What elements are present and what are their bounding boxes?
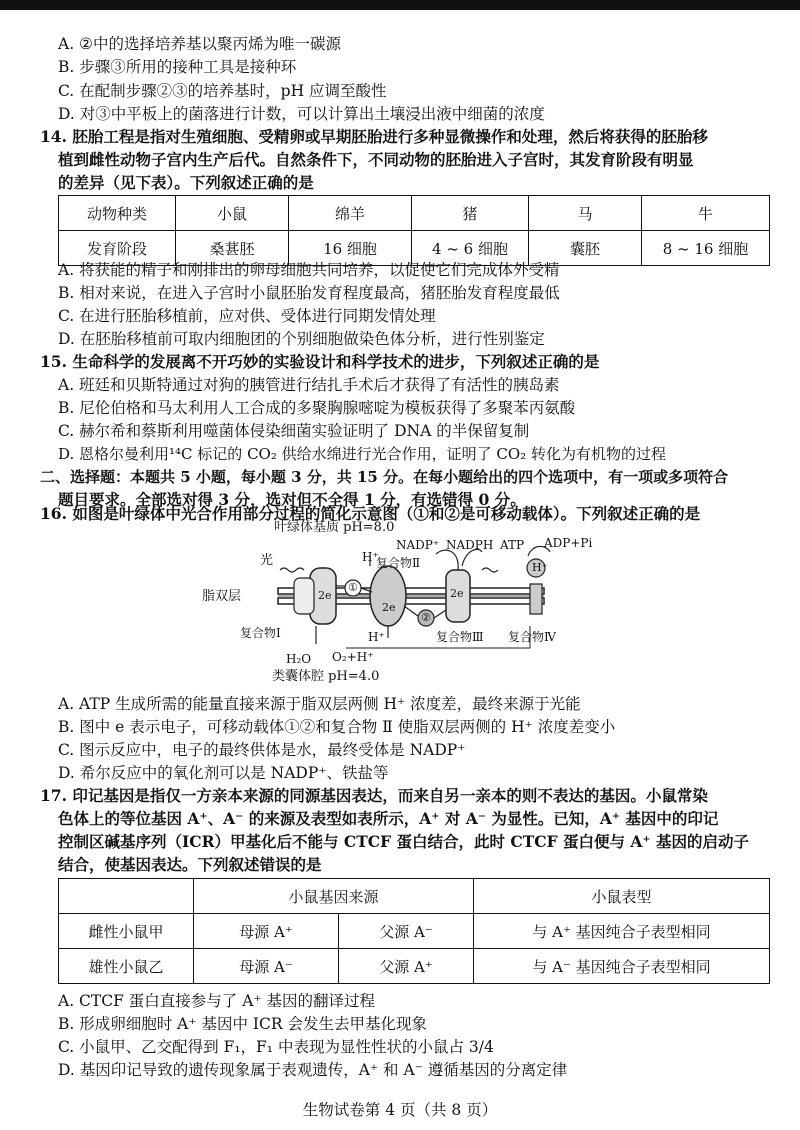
complex-2-shape — [370, 566, 406, 626]
table-cell: 桑葚胚 — [176, 231, 289, 266]
complex-1-label: 复合物Ⅰ — [240, 626, 281, 640]
q17-option-c: C. 小鼠甲、乙交配得到 F₁，F₁ 中表现为显性性状的小鼠占 3/4 — [58, 1038, 494, 1056]
table-row — [59, 879, 770, 914]
complex-4-shape — [530, 584, 542, 614]
table-cell: 马 — [529, 196, 642, 231]
q14-option-b: B. 相对来说，在进入子宫时小鼠胚胎发育程度最高，猪胚胎发育程度最低 — [58, 284, 560, 302]
table-cell: 雌性小鼠甲 — [59, 914, 194, 949]
stroma-ph-label: 叶绿体基质 pH=8.0 — [274, 520, 395, 535]
top-border — [0, 0, 800, 10]
table-cell: 雄性小鼠乙 — [59, 949, 194, 984]
h2o-label: H₂O — [286, 652, 312, 666]
atp-label: ATP — [500, 538, 525, 552]
table-cell: 绵羊 — [289, 196, 412, 231]
q17-stem-line3: 控制区碱基序列（ICR）甲基化后不能与 CTCF 蛋白结合，此时 CTCF 蛋白便与 A⁺ 基因的启动子 — [58, 832, 749, 851]
photosynthesis-diagram — [202, 520, 560, 684]
h-ion-top: H⁺ — [362, 550, 379, 564]
q14-option-a: A. 将获能的精子和刚排出的卵母细胞共同培养，以促使它们完成体外受精 — [58, 261, 560, 279]
table-cell: 4 ~ 6 细胞 — [412, 231, 529, 266]
q16-option-b: B. 图中 e 表示电子，可移动载体①②和复合物 Ⅱ 使脂双层两侧的 H⁺ 浓度差变小 — [58, 718, 616, 736]
q17-stem-line4: 结合，使基因表达。下列叙述错误的是 — [58, 855, 322, 874]
q13-option-b: B. 步骤③所用的接种工具是接种环 — [58, 58, 297, 76]
q15-option-c: C. 赫尔希和蔡斯利用噬菌体侵染细菌实验证明了 DNA 的半保留复制 — [58, 422, 530, 440]
q15-stem: 15. 生命科学的发展离不开巧妙的实验设计和科学技术的进步，下列叙述正确的是 — [40, 352, 600, 371]
q15-option-d: D. 恩格尔曼利用¹⁴C 标记的 CO₂ 供给水绵进行光合作用，证明了 CO₂ 转化为有机物的过程 — [58, 445, 666, 463]
adp-label: ADP+Pi — [544, 536, 593, 550]
complex-2-label: 复合物Ⅱ — [376, 556, 421, 570]
q13-option-d: D. 对③中平板上的菌落进行计数，可以计算出土壤浸出液中细菌的浓度 — [58, 105, 545, 123]
table-cell: 母源 A⁺ — [194, 914, 339, 949]
q16-option-d: D. 希尔反应中的氧化剂可以是 NADP⁺、铁盐等 — [58, 764, 389, 782]
complex-4-label: 复合物Ⅳ — [508, 630, 556, 644]
table-cell — [59, 879, 194, 914]
table-cell: 牛 — [642, 196, 770, 231]
electron-label-1: 2e — [318, 589, 332, 602]
q15-option-a: A. 班廷和贝斯特通过对狗的胰管进行结扎手术后才获得了有活性的胰岛素 — [58, 376, 560, 394]
table-cell: 囊胚 — [529, 231, 642, 266]
q17-option-d: D. 基因印记导致的遗传现象属于表观遗传，A⁺ 和 A⁻ 遵循基因的分离定律 — [58, 1061, 568, 1079]
q16-option-c: C. 图示反应中，电子的最终供体是水，最终受体是 NADP⁺ — [58, 741, 466, 759]
carrier-2-label: ② — [421, 611, 431, 624]
table-cell: 发育阶段 — [59, 231, 176, 266]
q14-stem-line3: 的差异（见下表）。下列叙述正确的是 — [58, 173, 314, 192]
q13-option-a: A. ②中的选择培养基以聚丙烯为唯一碳源 — [58, 35, 341, 53]
complex-3-label: 复合物Ⅲ — [436, 630, 484, 644]
h-ion-atp: H⁺ — [532, 561, 548, 574]
page-footer: 生物试卷第 4 页（共 8 页） — [302, 1101, 498, 1119]
h-ion-lumen: H⁺ — [368, 630, 385, 644]
table-cell: 小鼠 — [176, 196, 289, 231]
q17-option-a: A. CTCF 蛋白直接参与了 A⁺ 基因的翻译过程 — [58, 992, 376, 1010]
table-cell: 与 A⁺ 基因纯合子表型相同 — [474, 914, 770, 949]
q17-stem-line2: 色体上的等位基因 A⁺、A⁻ 的来源及表型如表所示，A⁺ 对 A⁻ 为显性。已知，A⁺ 基因中的印记 — [58, 809, 719, 828]
q17-table — [58, 878, 770, 984]
q14-option-c: C. 在进行胚胎移植前，应对供、受体进行同期发情处理 — [58, 307, 436, 325]
table-row — [59, 949, 770, 984]
q14-option-d: D. 在胚胎移植前可取内细胞团的个别细胞做染色体分析，进行性别鉴定 — [58, 330, 545, 348]
q17-option-b: B. 形成卵细胞时 A⁺ 基因中 ICR 会发生去甲基化现象 — [58, 1015, 427, 1033]
table-cell: 父源 A⁺ — [339, 949, 474, 984]
light-label: 光 — [260, 553, 274, 568]
q14-table — [58, 195, 770, 266]
table-cell: 动物种类 — [59, 196, 176, 231]
table-cell: 与 A⁻ 基因纯合子表型相同 — [474, 949, 770, 984]
q16-stem: 16. 如图是叶绿体中光合作用部分过程的简化示意图（①和②是可移动载体）。下列叙述正确的是 — [40, 504, 701, 523]
nadph-label: NADPH — [446, 538, 494, 552]
q17-stem-line1: 17. 印记基因是指仅一方亲本来源的同源基因表达，而来自另一亲本的则不表达的基因。小鼠常染 — [40, 786, 708, 805]
table-cell: 母源 A⁻ — [194, 949, 339, 984]
table-cell: 父源 A⁻ — [339, 914, 474, 949]
table-row — [59, 196, 770, 231]
q14-stem-line2: 植到雌性动物子宫内生产后代。自然条件下，不同动物的胚胎进入子宫时，其发育阶段有明显 — [58, 150, 694, 169]
table-row — [59, 914, 770, 949]
table-cell: 小鼠表型 — [474, 879, 770, 914]
carrier-1-label: ① — [348, 581, 358, 594]
bilayer-label: 脂双层 — [202, 589, 242, 604]
q13-option-c: C. 在配制步骤②③的培养基时，pH 应调至酸性 — [58, 82, 387, 100]
electron-label-2: 2e — [382, 601, 396, 614]
o2-label: O₂+H⁺ — [332, 650, 374, 664]
electron-label-3: 2e — [450, 587, 464, 600]
q14-stem-line1: 14. 胚胎工程是指对生殖细胞、受精卵或早期胚胎进行多种显微操作和处理，然后将获得的胚胎移 — [40, 127, 708, 146]
section2-heading-line2: 题目要求。全部选对得 3 分，选对但不全得 1 分，有选错得 0 分。 — [58, 490, 526, 509]
table-cell: 16 细胞 — [289, 231, 412, 266]
q16-option-a: A. ATP 生成所需的能量直接来源于脂双层两侧 H⁺ 浓度差，最终来源于光能 — [58, 695, 581, 713]
table-cell: 8 ~ 16 细胞 — [642, 231, 770, 266]
section2-heading-line1: 二、选择题：本题共 5 小题，每小题 3 分，共 15 分。在每小题给出的四个选项中，有一项或多项符合 — [40, 468, 729, 486]
lumen-ph-label: 类囊体腔 pH=4.0 — [272, 669, 380, 684]
q15-option-b: B. 尼伦伯格和马太利用人工合成的多聚胸腺嘧啶为模板获得了多聚苯丙氨酸 — [58, 399, 576, 417]
table-cell: 小鼠基因来源 — [194, 879, 474, 914]
nadp-label: NADP⁺ — [396, 538, 440, 552]
table-cell: 猪 — [412, 196, 529, 231]
